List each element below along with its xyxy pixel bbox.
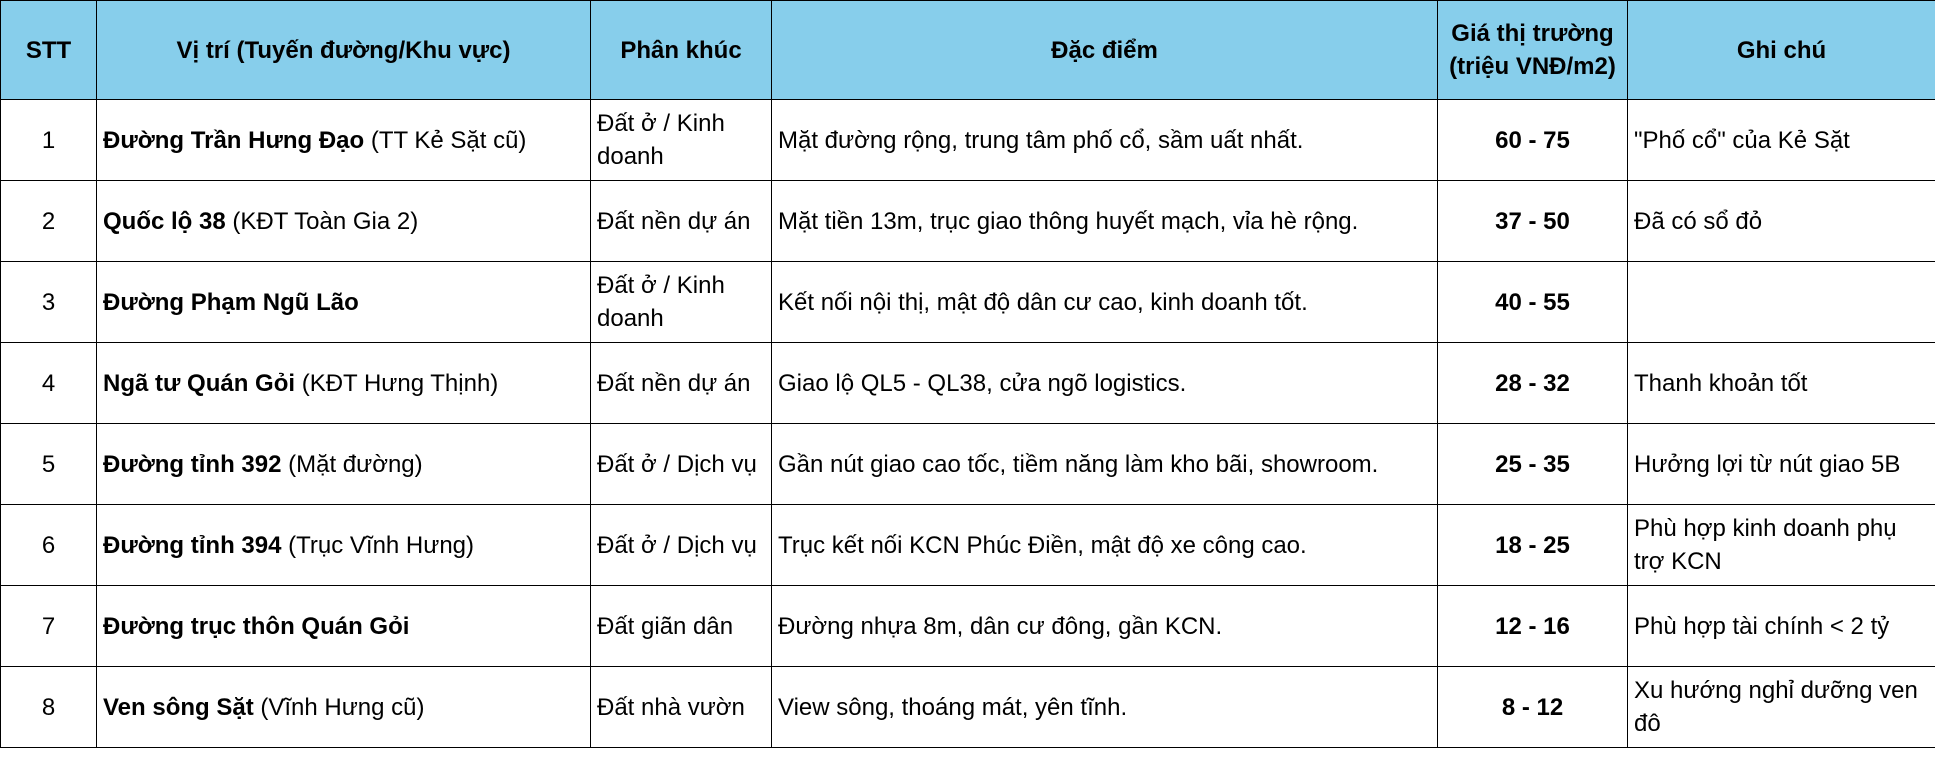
cell-segment: Đất nền dự án (591, 343, 772, 424)
header-price-line2: (triệu VNĐ/m2) (1449, 53, 1616, 80)
cell-features: View sông, thoáng mát, yên tĩnh. (772, 667, 1438, 748)
header-location: Vị trí (Tuyến đường/Khu vực) (97, 1, 591, 100)
cell-stt: 5 (1, 424, 97, 505)
location-detail: (Trục Vĩnh Hưng) (281, 531, 475, 559)
cell-segment: Đất giãn dân (591, 586, 772, 667)
cell-location (97, 667, 591, 748)
cell-segment: Đất nền dự án (591, 181, 772, 262)
table-row (1, 343, 1935, 424)
cell-note: Hưởng lợi từ nút giao 5B (1628, 424, 1935, 505)
header-stt: STT (1, 1, 97, 100)
location-name: Đường tỉnh 394 (103, 531, 282, 559)
cell-segment: Đất nhà vườn (591, 667, 772, 748)
cell-location (97, 181, 591, 262)
header-price-line1: Giá thị trường (1451, 20, 1614, 47)
location-name: Ngã tư Quán Gỏi (103, 369, 296, 397)
cell-price: 25 - 35 (1438, 424, 1628, 505)
cell-note (1628, 262, 1935, 343)
cell-location (97, 505, 591, 586)
location-name: Quốc lộ 38 (103, 207, 226, 235)
location-name: Đường Phạm Ngũ Lão (103, 288, 359, 316)
cell-segment: Đất ở / Dịch vụ (591, 505, 772, 586)
cell-price: 8 - 12 (1438, 667, 1628, 748)
cell-location (97, 262, 591, 343)
table-row (1, 100, 1935, 181)
cell-note: Thanh khoản tốt (1628, 343, 1935, 424)
header-features: Đặc điểm (772, 1, 1438, 100)
cell-stt: 8 (1, 667, 97, 748)
location-detail: (TT Kẻ Sặt cũ) (364, 126, 527, 154)
header-segment: Phân khúc (591, 1, 772, 100)
table-row (1, 586, 1935, 667)
location-name: Đường tỉnh 392 (103, 450, 282, 478)
header-row (1, 1, 1935, 100)
header-note: Ghi chú (1628, 1, 1935, 100)
cell-note: "Phố cổ" của Kẻ Sặt (1628, 100, 1935, 181)
cell-note: Phù hợp kinh doanh phụ trợ KCN (1628, 505, 1935, 586)
cell-location (97, 424, 591, 505)
cell-features: Mặt tiền 13m, trục giao thông huyết mạch, vỉa hè rộng. (772, 181, 1438, 262)
cell-segment: Đất ở / Kinh doanh (591, 100, 772, 181)
cell-features: Giao lộ QL5 - QL38, cửa ngõ logistics. (772, 343, 1438, 424)
table-row (1, 505, 1935, 586)
cell-price: 18 - 25 (1438, 505, 1628, 586)
cell-segment: Đất ở / Dịch vụ (591, 424, 772, 505)
location-detail: (Mặt đường) (281, 450, 423, 478)
cell-price: 37 - 50 (1438, 181, 1628, 262)
location-name: Đường trục thôn Quán Gỏi (103, 612, 410, 640)
location-name: Ven sông Sặt (103, 693, 254, 721)
location-name: Đường Trần Hưng Đạo (103, 126, 365, 154)
table-row (1, 262, 1935, 343)
cell-features: Đường nhựa 8m, dân cư đông, gần KCN. (772, 586, 1438, 667)
cell-stt: 6 (1, 505, 97, 586)
cell-price: 60 - 75 (1438, 100, 1628, 181)
table-row (1, 181, 1935, 262)
table-row (1, 424, 1935, 505)
cell-location (97, 343, 591, 424)
cell-features: Gần nút giao cao tốc, tiềm năng làm kho bãi, showroom. (772, 424, 1438, 505)
location-detail: (KĐT Toàn Gia 2) (225, 207, 419, 235)
cell-price: 12 - 16 (1438, 586, 1628, 667)
cell-features: Kết nối nội thị, mật độ dân cư cao, kinh doanh tốt. (772, 262, 1438, 343)
cell-price: 40 - 55 (1438, 262, 1628, 343)
cell-features: Mặt đường rộng, trung tâm phố cổ, sầm uất nhất. (772, 100, 1438, 181)
cell-features: Trục kết nối KCN Phúc Điền, mật độ xe công cao. (772, 505, 1438, 586)
table-row (1, 667, 1935, 748)
cell-price: 28 - 32 (1438, 343, 1628, 424)
cell-note: Đã có sổ đỏ (1628, 181, 1935, 262)
location-detail: (KĐT Hưng Thịnh) (295, 369, 499, 397)
location-detail: (Vĩnh Hưng cũ) (253, 693, 425, 721)
cell-stt: 4 (1, 343, 97, 424)
cell-stt: 2 (1, 181, 97, 262)
cell-segment: Đất ở / Kinh doanh (591, 262, 772, 343)
cell-location (97, 100, 591, 181)
cell-note: Xu hướng nghỉ dưỡng ven đô (1628, 667, 1935, 748)
cell-note: Phù hợp tài chính < 2 tỷ (1628, 586, 1935, 667)
cell-location (97, 586, 591, 667)
cell-stt: 7 (1, 586, 97, 667)
cell-stt: 1 (1, 100, 97, 181)
header-price (1438, 1, 1628, 100)
cell-stt: 3 (1, 262, 97, 343)
